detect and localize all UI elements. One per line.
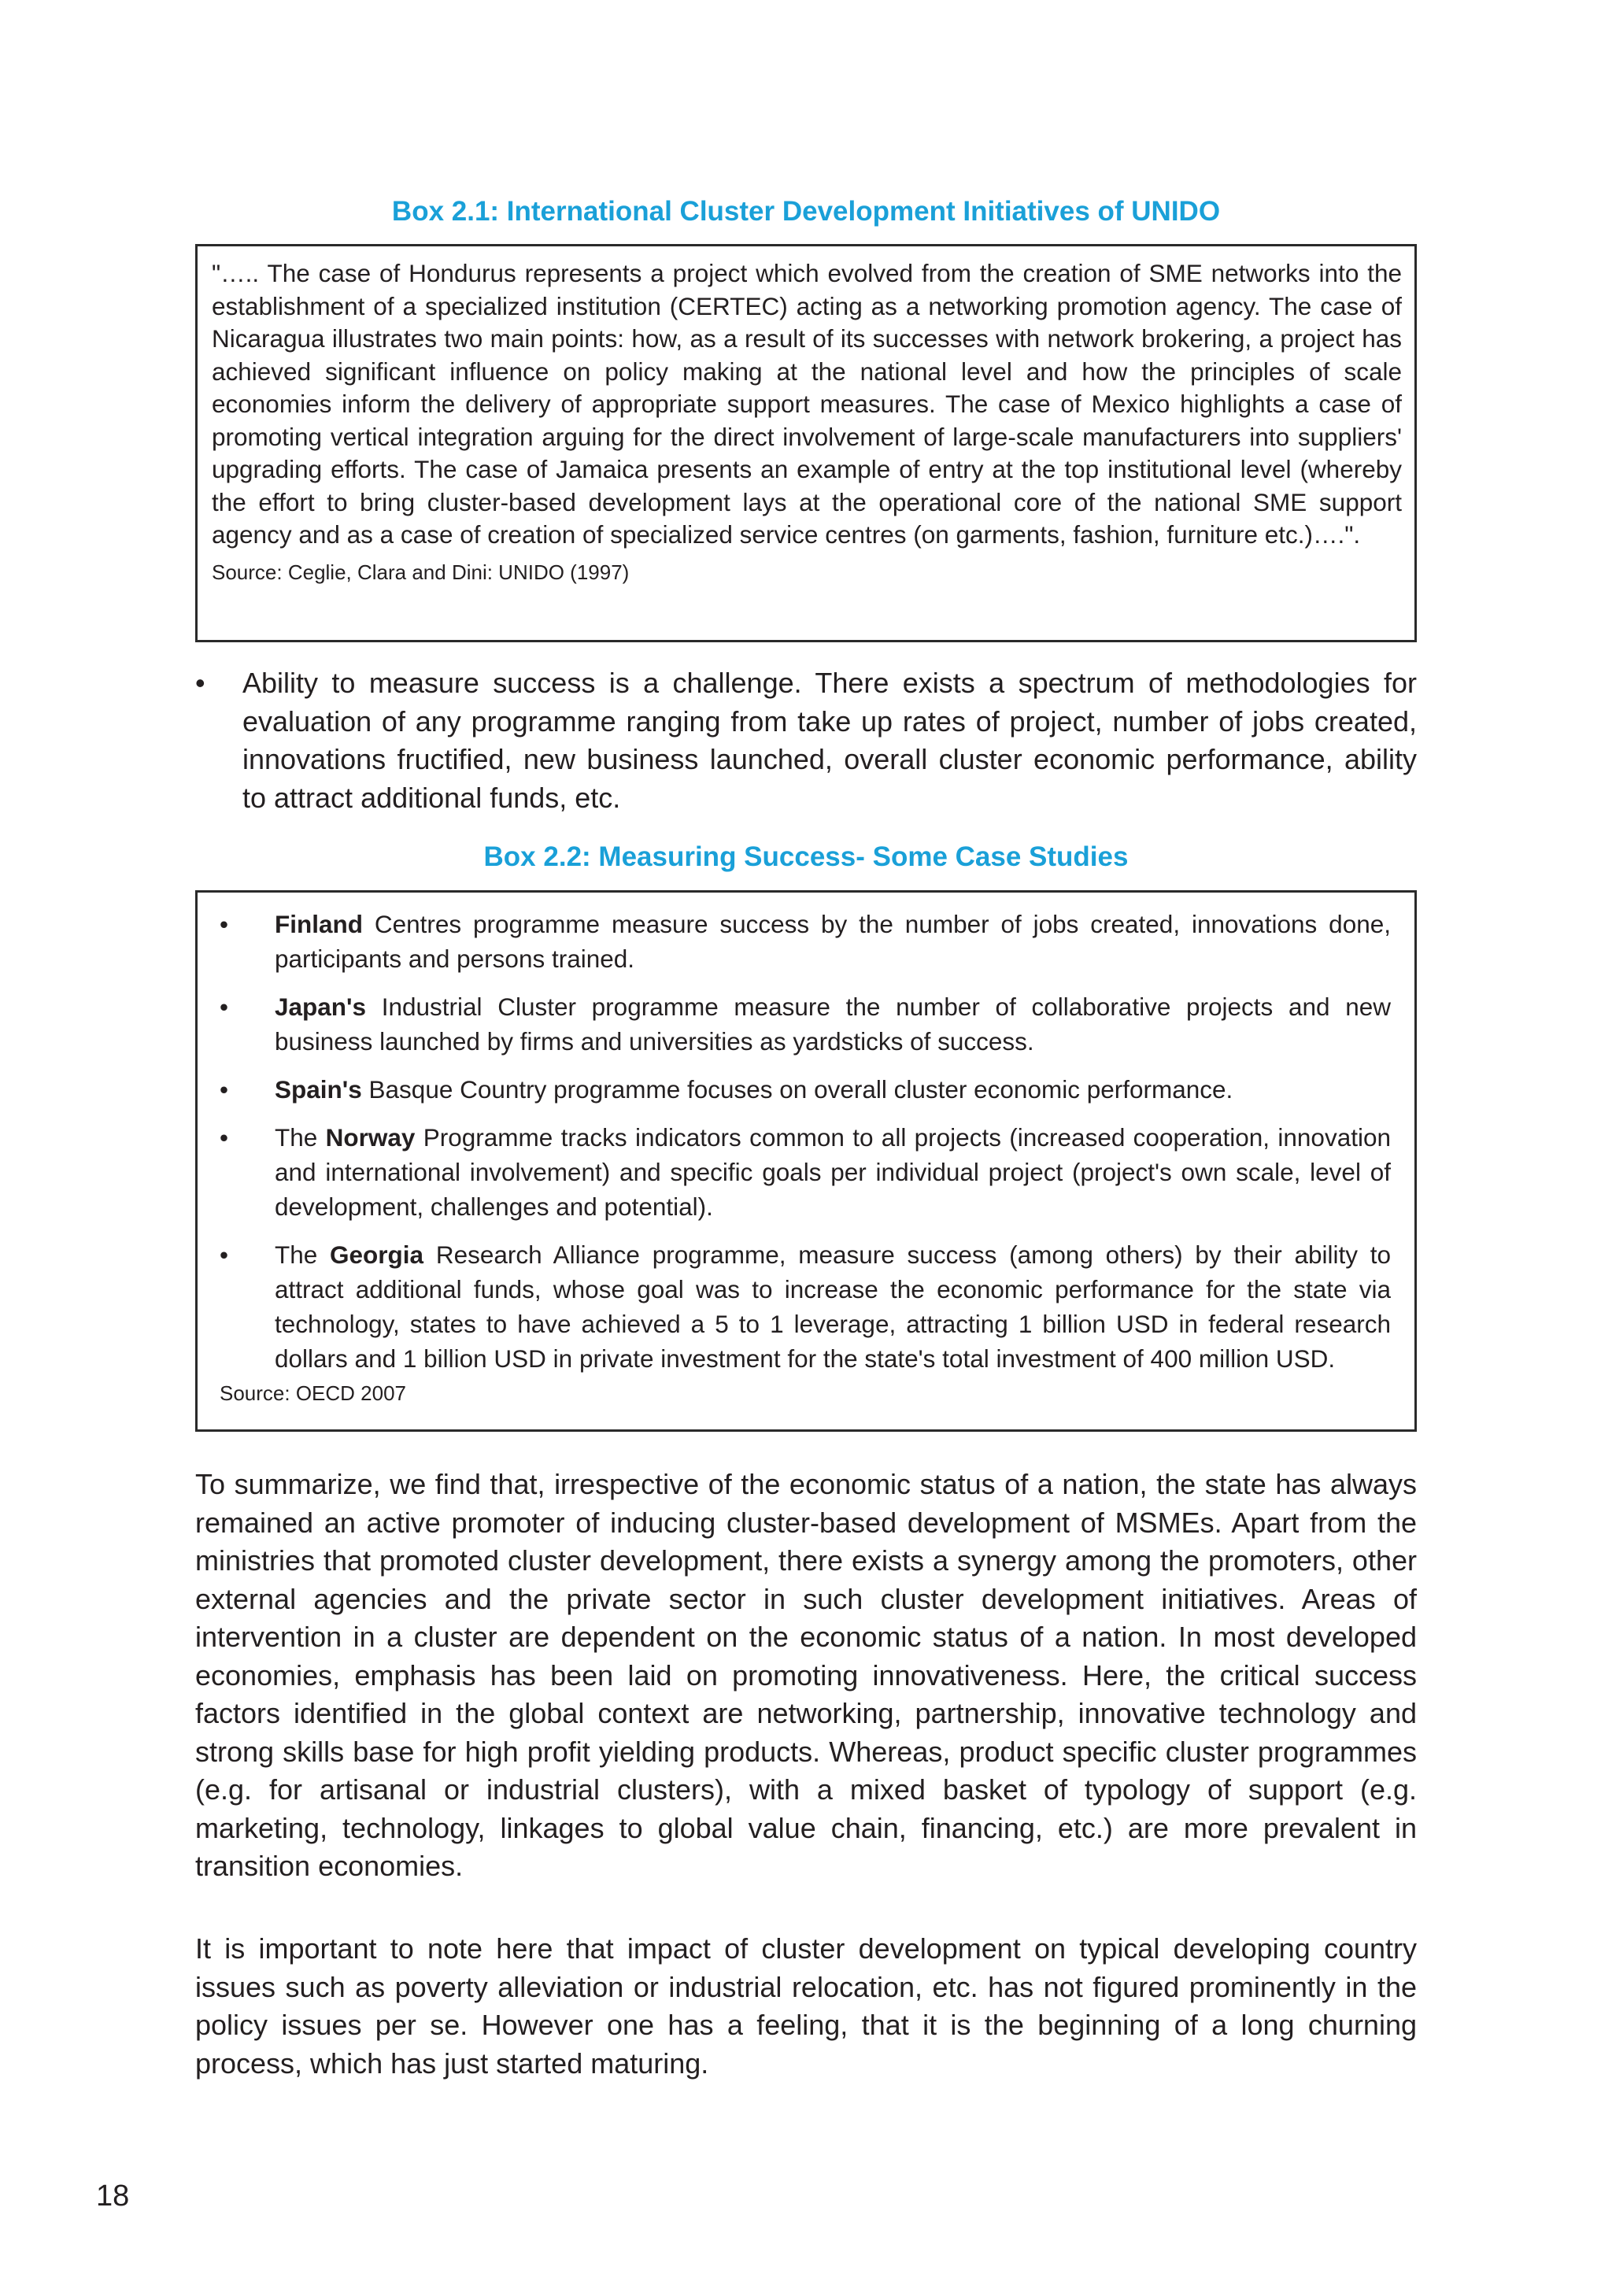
box-2-1: [195, 244, 1417, 642]
list-item: [198, 989, 1391, 1059]
list-item: [198, 1237, 1391, 1376]
list-item: [195, 664, 1417, 817]
item-text: Centres programme measure success by the number of jobs created, innovations done, participants and persons trained.: [275, 910, 1391, 973]
item-text: Programme tracks indicators common to all projects (increased cooperation, innovation and international involvement) and specific goals per individual project (project's own scale, level of development, challenges and potential).: [275, 1123, 1391, 1221]
box-2-2: [195, 890, 1417, 1432]
item-prefix: The: [275, 1123, 326, 1152]
list-item: [198, 1120, 1391, 1224]
bullet-icon: •: [220, 1123, 229, 1152]
body-paragraph: It is important to note here that impact of cluster development on typical developing country issues such as poverty alleviation or industrial relocation, etc. has not figured prominently in the policy issues per se. However one has a feeling, that it is the beginning of a long churning process, which has just started maturing.: [195, 1932, 1417, 2080]
country-name: Norway: [325, 1123, 416, 1152]
country-name: Japan's: [275, 993, 367, 1021]
list-item: [198, 907, 1391, 976]
country-name: Georgia: [330, 1240, 424, 1269]
item-text: Industrial Cluster programme measure the number of collaborative projects and new business launched by firms and universities as yardsticks of success.: [275, 993, 1391, 1056]
bullet-icon: •: [220, 910, 229, 938]
body-paragraph: To summarize, we find that, irrespective of the economic status of a nation, the state has always remained an active promoter of inducing cluster-based development of MSMEs. Apart from the ministries that promoted cluster development, there exists a synergy among the promoters, other external agencies and the private sector in such cluster development initiatives. Areas of intervention in a cluster are dependent on the economic status of a nation. In most developed economies, emphasis has been laid on promoting innovativeness. Here, the critical success factors identified in the global context are networking, partnership, innovative technology and strong skills base for high profit yielding products. Whereas, product specific cluster programmes (e.g. for artisanal or industrial clusters), with a mixed basket of typology of support (e.g. marketing, technology, linkages to global value chain, financing, etc.) are more prevalent in transition economies.: [195, 1468, 1417, 1882]
country-name: Finland: [275, 910, 363, 938]
main-bullet-list: [195, 664, 1417, 817]
case-study-list: [198, 907, 1391, 1376]
box-2-1-text: "….. The case of Hondurus represents a project which evolved from the creation of SME networks into the establishment of a specialized institution (CERTEC) acting as a networking promotion agency. The case of Nicaragua illustrates two main points: how, as a result of its successes with network brokering, a project has achieved significant influence on policy making at the national level and how the principles of scale economies inform the delivery of appropriate support measures. The case of Mexico highlights a case of promoting vertical integration arguing for the direct involvement of large-scale manufacturers into suppliers' upgrading efforts. The case of Jamaica presents an example of entry at the top institutional level (whereby the effort to bring cluster-based development lays at the operational core of the national SME support agency and as a case of creation of specialized service centres (on garments, fashion, furniture etc.)….".: [212, 259, 1402, 549]
item-text: Research Alliance programme, measure success (among others) by their ability to attract additional funds, whose goal was to increase the economic performance for the state via technology, states to have achieved a 5 to 1 leverage, attracting 1 billion USD in federal research dollars and 1 billion USD in private investment for the state's total investment of 400 million USD.: [275, 1240, 1392, 1373]
bullet-icon: •: [220, 1240, 229, 1269]
box-2-2-title: Box 2.2: Measuring Success- Some Case Studies: [483, 841, 1129, 872]
bullet-text: Ability to measure success is a challenge. There exists a spectrum of methodologies for evaluation of any programme ranging from take up rates of project, number of jobs created, innovations fructified, new business launched, overall cluster economic performance, ability to attract additional funds, etc.: [242, 667, 1417, 814]
item-text: Basque Country programme focuses on overall cluster economic performance.: [361, 1075, 1233, 1104]
item-prefix: The: [275, 1240, 331, 1269]
list-item: [198, 1072, 1391, 1107]
box-2-1-source: Source: Ceglie, Clara and Dini: UNIDO (1997): [212, 560, 630, 584]
country-name: Spain's: [275, 1075, 362, 1104]
bullet-icon: •: [220, 1075, 229, 1104]
bullet-icon: •: [195, 667, 205, 699]
box-2-1-title: Box 2.1: International Cluster Development Initiatives of UNIDO: [391, 196, 1221, 227]
page-number: 18: [96, 2180, 130, 2213]
box-2-2-source: Source: OECD 2007: [220, 1381, 407, 1405]
bullet-icon: •: [220, 993, 229, 1021]
